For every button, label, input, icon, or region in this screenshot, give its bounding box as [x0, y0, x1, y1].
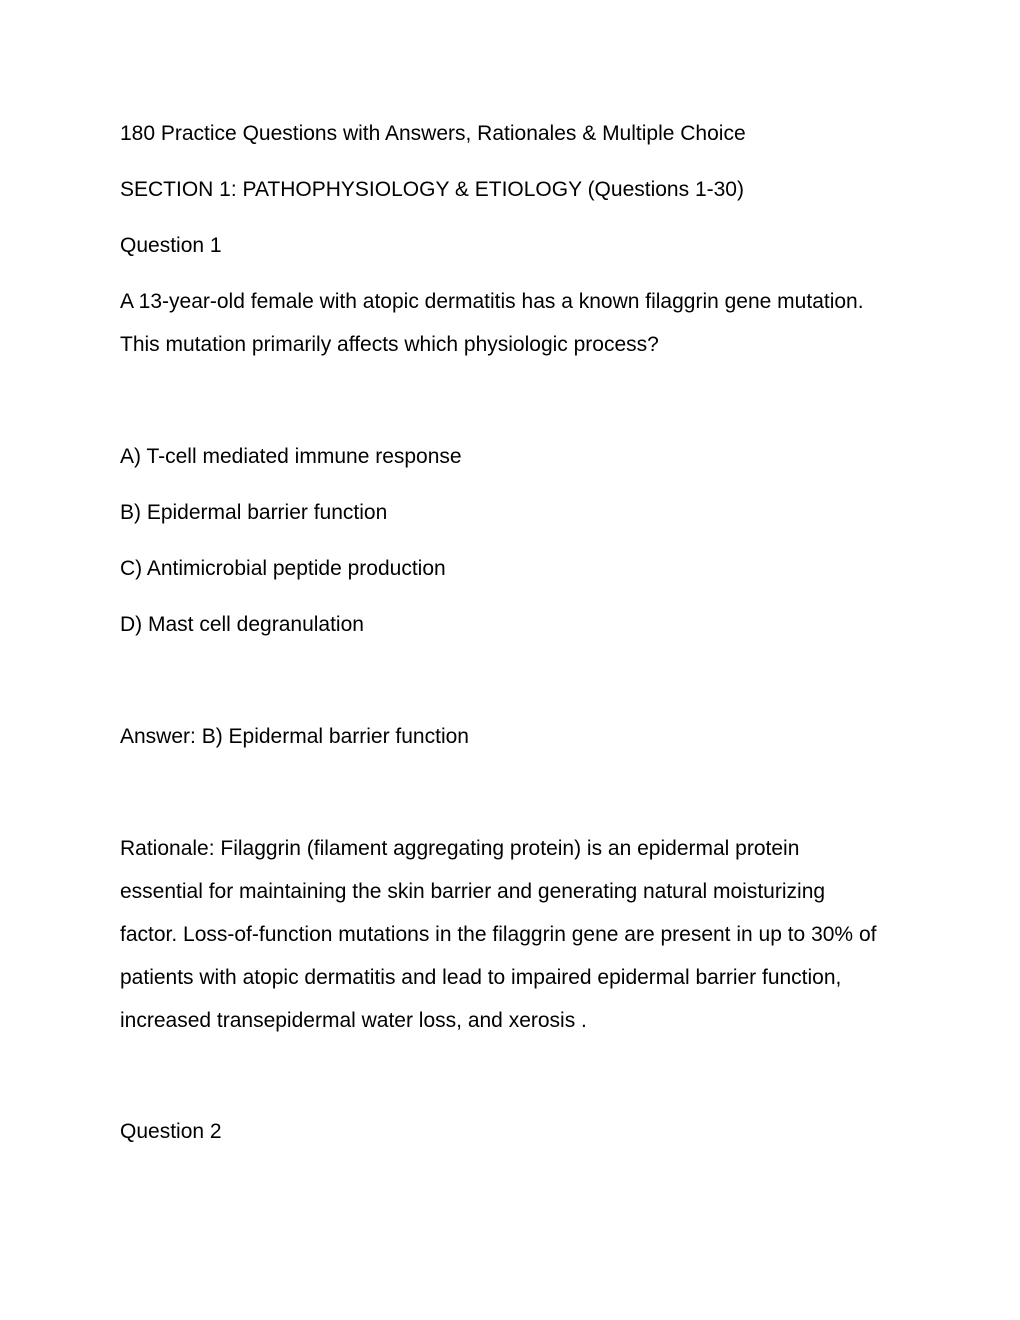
rationale-line: patients with atopic dermatitis and lead to impaired epidermal barrier function, — [120, 966, 842, 989]
answer-option-a: A) T-cell mediated immune response — [120, 445, 462, 468]
question-label: Question 2 — [120, 1120, 222, 1143]
document-title: 180 Practice Questions with Answers, Rationales & Multiple Choice — [120, 122, 746, 145]
answer-option-b: B) Epidermal barrier function — [120, 501, 388, 524]
answer-option-c: C) Antimicrobial peptide production — [120, 557, 446, 580]
correct-answer: Answer: B) Epidermal barrier function — [120, 725, 469, 748]
question-label: Question 1 — [120, 234, 222, 257]
question-stem-line: A 13-year-old female with atopic dermatitis has a known filaggrin gene mutation. — [120, 290, 864, 313]
rationale-line: essential for maintaining the skin barrier and generating natural moisturizing — [120, 880, 826, 903]
answer-option-d: D) Mast cell degranulation — [120, 613, 364, 636]
section-heading: SECTION 1: PATHOPHYSIOLOGY & ETIOLOGY (Questions 1-30) — [120, 178, 744, 201]
rationale-line: factor. Loss-of-function mutations in the filaggrin gene are present in up to 30% of — [120, 923, 877, 946]
rationale-line: increased transepidermal water loss, and xerosis . — [120, 1009, 587, 1032]
rationale-line: Rationale: Filaggrin (filament aggregating protein) is an epidermal protein — [120, 837, 800, 860]
question-stem-line: This mutation primarily affects which physiologic process? — [120, 333, 659, 356]
